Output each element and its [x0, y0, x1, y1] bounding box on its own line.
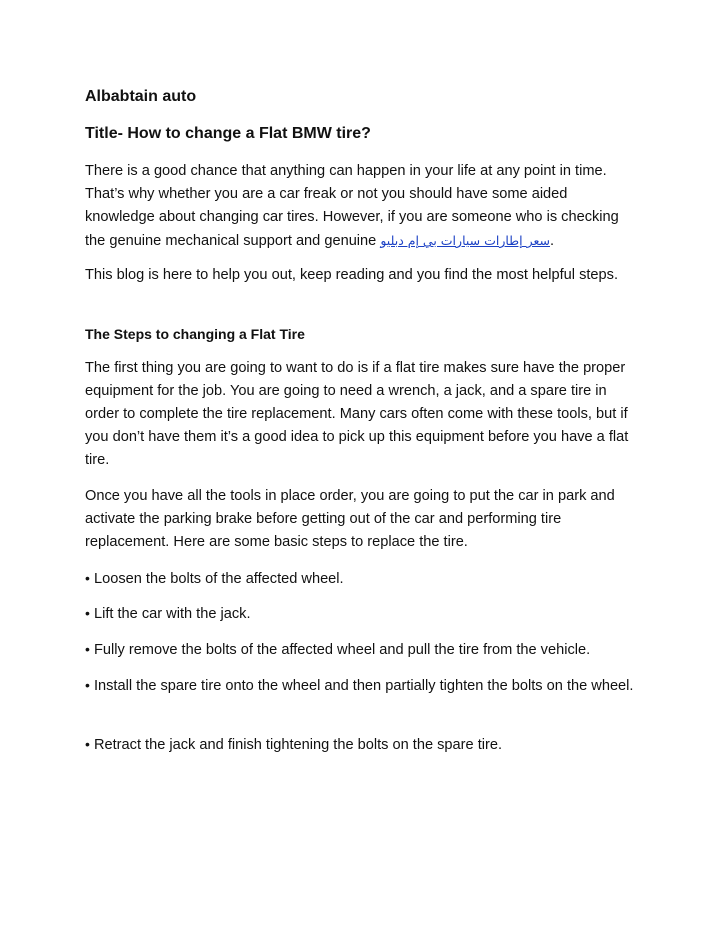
preparation-paragraph: Once you have all the tools in place order, you are going to put the car in park and activate the parking brake before getting out of the car and performing tire replacement. Here are some basic steps to replace the tire. [85, 488, 615, 550]
step-text: Install the spare tire onto the wheel and then partially tighten the bolts on the wheel. [93, 678, 634, 694]
intro-paragraph [85, 160, 640, 253]
list-item [85, 602, 640, 626]
help-paragraph: This blog is here to help you out, keep reading and you find the most helpful steps. [85, 267, 619, 283]
step-text: Loosen the bolts of the affected wheel. [93, 571, 344, 587]
bullet-icon: • [85, 677, 90, 693]
step-text: Fully remove the bolts of the affected wheel and pull the tire from the vehicle. [93, 642, 591, 658]
bullet-icon: • [85, 736, 90, 752]
company-heading: Albabtain auto [85, 88, 197, 105]
intro-text: There is a good chance that anything can happen in your life at any point in time. That’s why whether you are a car freak or not you should have some aided knowledge about changing car tires. However, if you are someone who is checking the genuine mechanical support and genuine [85, 163, 619, 249]
step-text: Lift the car with the jack. [93, 606, 251, 622]
bullet-icon: • [85, 605, 90, 621]
step-text: Retract the jack and finish tightening the bolts on the spare tire. [93, 737, 503, 753]
intro-end: . [549, 233, 555, 249]
bmw-tire-price-link[interactable]: سعر إطارات سيارات بي إم دبليو [380, 233, 550, 248]
steps-heading: The Steps to changing a Flat Tire [85, 326, 305, 342]
list-item [85, 733, 640, 757]
list-item [85, 638, 640, 662]
article-title: Title- How to change a Flat BMW tire? [85, 125, 371, 142]
list-item [85, 674, 640, 698]
equipment-paragraph: The first thing you are going to want to do is if a flat tire makes sure have the proper equipment for the job. You are going to need a wrench, a jack, and a spare tire in order to complete the tire replacement. Many cars often come with these tools, but if you don’t have them it’s a good idea to pick up this equipment before you have a flat tire. [85, 360, 629, 468]
list-item [85, 567, 640, 591]
bullet-icon: • [85, 641, 90, 657]
bullet-icon: • [85, 570, 90, 586]
